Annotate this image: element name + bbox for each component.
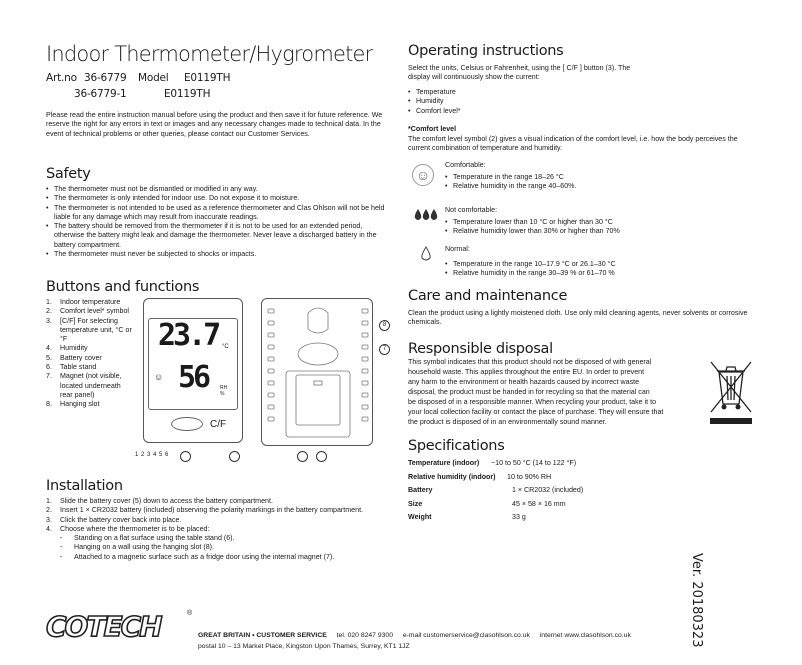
normal-drop-icon [421, 246, 431, 262]
spec-value: 33 g [512, 513, 526, 521]
comfort-heading: *Comfort level [408, 125, 457, 133]
spec-key: Relative humidity (indoor) [408, 473, 496, 481]
display-hum-unit: RH % [220, 385, 228, 397]
list-item: 2. Insert 1 × CR2032 battery (included) observing the polarity markings in the battery compartment. [46, 506, 364, 515]
list-item: - Standing on a flat surface using the table stand (6). [60, 534, 390, 543]
installation-sublist [60, 534, 390, 562]
list-item: • The thermometer must never be subjected to shocks or impacts. [46, 250, 386, 259]
list-item: • Temperature [408, 88, 608, 97]
spec-value: 45 × 58 × 16 mm [512, 500, 566, 508]
list-item: 6. Table stand [46, 363, 97, 372]
level-list [445, 218, 745, 237]
level-list [445, 260, 745, 279]
list-item: 4. Humidity [46, 344, 88, 353]
list-item: - Hanging on a wall using the hanging slot (8). [60, 543, 390, 552]
list-item: 1. Indoor temperature [46, 298, 121, 306]
list-item: 3. Click the battery cover back into place. [46, 515, 182, 524]
display-temp-unit: °C [222, 344, 229, 350]
buttons-heading: Buttons and functions [46, 279, 200, 295]
footer-internet: internet www.clasohlson.co.uk [539, 632, 631, 639]
level-label: Normal: [445, 245, 470, 253]
care-text: Clean the product using a lightly moistened cloth. Use only mild cleaning agents, never solvents or corrosive chemicals. [408, 309, 748, 327]
operating-list [408, 88, 608, 116]
safety-heading: Safety [46, 166, 91, 182]
list-item: 7. Magnet (not visible, located underneath rear panel) [46, 372, 122, 399]
level-label: Not comfortable: [445, 206, 498, 214]
callout-7: 7 [379, 344, 390, 355]
list-item: • Relative humidity in the range 30–39 % or 61–70 % [445, 269, 745, 278]
callout-circle [297, 451, 308, 462]
safety-list [46, 185, 386, 259]
page-title: Indoor Thermometer/Hygrometer [46, 42, 373, 66]
comfort-text: The comfort level symbol (2) gives a visual indication of the comfort level, i.e. how the body perceives the current combination of temperature and humidity. [408, 135, 738, 153]
operating-heading: Operating instructions [408, 43, 564, 59]
list-item: • The thermometer is not intended to be used as a reference thermometer and Clas Ohlson will not be held liable for any damage which may result from inaccurate readings. [46, 204, 386, 223]
uncomfortable-drops-icon [414, 208, 438, 222]
list-item: • Comfort level* [408, 107, 608, 116]
callout-front: 1 2 3 4 5 6 [135, 452, 169, 458]
display-humidity: 56 [178, 360, 209, 395]
spec-key: Battery [408, 486, 433, 494]
art-no-1: 36-6779 [84, 72, 127, 84]
art-line-1 [46, 72, 346, 86]
version-label: Ver. 20180323 [689, 553, 704, 648]
cf-button-illustration [171, 417, 203, 431]
buttons-list [46, 298, 132, 410]
list-item: • Temperature in the range 18–26 °C [445, 173, 745, 182]
art-no-2: 36-6779-1 [74, 88, 127, 100]
operating-text: Select the units, Celsius or Fahrenheit, using the [ C/F ] button (3). The display will continuously show the current: [408, 64, 631, 82]
list-item: • Temperature lower than 10 °C or higher than 30 °C [445, 218, 745, 227]
model-1: E0119TH [184, 72, 231, 84]
list-item: 8. Hanging slot [46, 400, 100, 409]
list-item: • The thermometer is only intended for indoor use. Do not expose it to moisture. [46, 194, 386, 203]
level-list [445, 173, 745, 192]
intro-text: Please read the entire instruction manual before using the product and then save it for future reference. We reserve the right for any errors in text or images and any necessary changes made to technical data. In the event of technical problems or other queries, please contact our Customer Services. [46, 111, 383, 138]
list-item: 2. Comfort level* symbol [46, 307, 129, 316]
cotech-logo: COTECH [46, 610, 161, 643]
callout-circle [229, 451, 240, 462]
callout-circle [316, 451, 327, 462]
spec-key: Temperature (indoor) [408, 459, 480, 467]
footer-tel: tel. 020 8247 9300 [336, 632, 393, 639]
comfortable-smiley-icon: ☺ [412, 164, 434, 186]
list-item: 1. Slide the battery cover (5) down to access the battery compartment. [46, 497, 273, 505]
weee-bin-icon [709, 358, 753, 426]
callout-8: 8 [379, 320, 390, 331]
spec-key: Weight [408, 513, 432, 521]
footer-postal: postal 10 – 13 Market Place, Kingston Upon Thames, Surrey, KT1 1JZ [198, 643, 410, 650]
display-temperature: 23.7 [158, 318, 219, 353]
list-item: 4. Choose where the thermometer is to be placed: [46, 524, 210, 533]
disposal-heading: Responsible disposal [408, 341, 553, 357]
cf-label: C/F [210, 419, 227, 430]
footer-contact-line [198, 632, 631, 639]
list-item: 5. Battery cover [46, 353, 102, 362]
smiley-icon: ☺ [154, 372, 164, 382]
registered-mark: ® [187, 610, 193, 617]
list-item: • The battery should be removed from the thermometer if it is not to be used for an extended period, otherwise the battery might leak and damage the thermometer. Never leave a discharged battery in the battery compartment. [46, 222, 386, 250]
callout-circle [180, 451, 191, 462]
care-heading: Care and maintenance [408, 288, 568, 304]
list-item: - Attached to a magnetic surface such as a fridge door using the internal magnet (7). [60, 553, 390, 562]
thermometer-front-illustration [143, 298, 243, 443]
spec-value: 10 to 90% RH [507, 473, 552, 481]
spec-value: 1 × CR2032 (included) [512, 486, 584, 494]
spec-key: Size [408, 500, 423, 508]
footer-email: e-mail customerservice@clasohlson.co.uk [402, 632, 530, 639]
thermometer-rear-illustration [261, 298, 373, 446]
art-label: Art.no [46, 72, 77, 84]
list-item: • Relative humidity in the range 40–60%. [445, 182, 745, 191]
list-item: • Humidity [408, 97, 608, 106]
installation-list [46, 497, 396, 534]
rear-panel-graphic [262, 299, 374, 447]
model-label: Model [138, 72, 169, 84]
spec-value: −10 to 50 °C (14 to 122 °F) [491, 459, 577, 467]
art-line-2 [46, 88, 346, 102]
specs-heading: Specifications [408, 438, 505, 454]
list-item: • Temperature in the range 10–17.9 °C or 26.1–30 °C [445, 260, 745, 269]
level-label: Comfortable: [445, 161, 486, 169]
list-item: • The thermometer must not be dismantled or modified in any way. [46, 185, 386, 194]
installation-heading: Installation [46, 478, 123, 494]
disposal-text: This symbol indicates that this product should not be disposed of with general household waste. This applies throughout the entire EU. In order to prevent any harm to the environment or health hazards caused by incorrect waste disposal, the product must be handed in for recycling so that the material can be disposed of in a responsible manner. When recycling your product, take it to your local collection facility or contact the place of purchase. They will ensure that the product is disposed of in an environmentally sound manner. [408, 358, 664, 426]
list-item: • Relative humidity lower than 30% or higher than 70% [445, 227, 745, 236]
model-2: E0119TH [164, 88, 211, 100]
list-item: 3. [C/F] For selecting temperature unit, °C or °F [46, 316, 132, 344]
footer-country: GREAT BRITAIN • CUSTOMER SERVICE [198, 632, 327, 639]
